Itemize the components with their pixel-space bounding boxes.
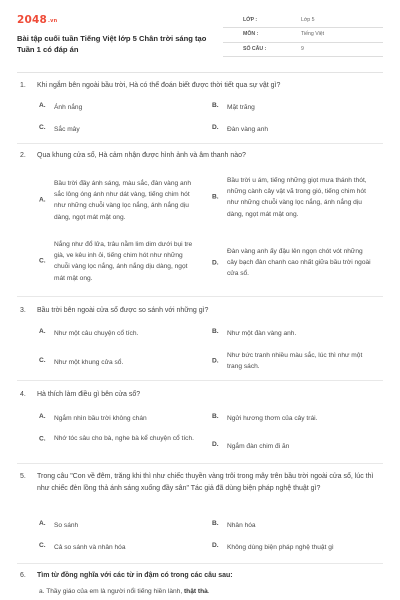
option-label: D. xyxy=(212,441,219,448)
question-text: Khi ngắm bên ngoài bầu trời, Hà có thể đoán biết được thời tiết qua sự vật gì? xyxy=(37,82,281,89)
option-c[interactable] xyxy=(39,433,199,444)
option-label: A. xyxy=(39,196,46,204)
option-label: D. xyxy=(212,124,219,131)
option-b[interactable] xyxy=(212,413,372,424)
option-text: Bầu trời đầy ánh sáng, màu sắc, đàn vàng anh sắc lông óng ánh như dát vàng, tiếng chim hót như những chuỗi vàng lọc nắng, ánh nắng dịu dàng, ngọt mát mật ong. xyxy=(54,180,192,221)
option-b[interactable] xyxy=(212,520,372,531)
option-text: Ánh nắng xyxy=(54,104,83,111)
option-b[interactable] xyxy=(212,175,372,220)
question-stem xyxy=(17,389,383,401)
option-label: C. xyxy=(39,542,46,549)
question-number: 5. xyxy=(20,473,26,480)
option-text: Đàn vàng anh xyxy=(227,126,269,133)
option-text: Ngửi hương thơm của cây trái. xyxy=(227,415,318,422)
question-number: 3. xyxy=(20,307,26,314)
option-label: B. xyxy=(212,193,219,201)
option-text: Ngắm đàn chim đi ăn xyxy=(227,443,290,450)
option-a[interactable] xyxy=(39,520,199,531)
meta-key: SỐ CÂU : xyxy=(243,45,267,52)
meta-key: MÔN : xyxy=(243,31,259,38)
logo-tld: .vn xyxy=(48,18,58,24)
question-stem xyxy=(17,570,383,582)
question-divider xyxy=(17,296,383,297)
option-label: C. xyxy=(39,357,46,364)
meta-row-grade xyxy=(223,14,383,28)
question-text: Hà thích làm điều gì bên cửa sổ? xyxy=(37,391,141,398)
option-c[interactable] xyxy=(39,124,199,135)
option-label: B. xyxy=(212,102,219,109)
option-d[interactable] xyxy=(212,542,372,553)
option-a[interactable] xyxy=(39,328,199,339)
question-number: 1. xyxy=(20,82,26,89)
option-text: Nắng như đổ lửa, trâu nằm lim dim dưới bụi tre già, ve kêu inh ỏi, tiếng chim hót như những chuỗi vàng lọc nắng, ánh nắng dịu dàng, ngọt mát mật ong. xyxy=(54,241,193,282)
option-text: Như một câu chuyện cổ tích. xyxy=(54,330,139,337)
question-divider xyxy=(17,463,383,464)
option-text: Nhân hóa xyxy=(227,522,256,529)
option-text: Như bức tranh nhiều màu sắc, lúc thì như một trang sách. xyxy=(227,352,363,371)
question-5 xyxy=(17,471,383,551)
question-divider xyxy=(17,380,383,381)
document-title: Bài tập cuối tuần Tiếng Việt lớp 5 Chân trời sáng tạo Tuần 1 có đáp án xyxy=(17,34,207,55)
option-label: B. xyxy=(212,413,219,420)
question-number: 4. xyxy=(20,391,26,398)
sub-question-text: a. Thầy giáo của em là người nổi tiếng hiền lành, xyxy=(39,588,184,595)
question-divider xyxy=(17,563,383,564)
option-c[interactable] xyxy=(39,239,199,284)
option-label: C. xyxy=(39,124,46,131)
option-d[interactable] xyxy=(212,124,372,135)
option-text: Ngắm nhìn bầu trời không chán xyxy=(54,415,147,422)
option-text: Mặt trăng xyxy=(227,104,255,111)
option-a[interactable] xyxy=(39,102,199,113)
option-label: A. xyxy=(39,102,46,109)
option-b[interactable] xyxy=(212,102,372,113)
meta-row-question-count xyxy=(223,43,383,57)
question-6 xyxy=(17,570,383,595)
document-header xyxy=(17,14,383,70)
option-text: So sánh xyxy=(54,522,79,529)
question-number: 2. xyxy=(20,152,26,159)
sub-question-end: . xyxy=(207,588,210,595)
site-logo[interactable] xyxy=(17,14,57,26)
option-text: Bầu trời u ám, tiếng những giọt mưa thánh thót, những cành cây vật vã trong gió, tiếng chim hót như những chuỗi vàng lọc nắng, ánh nắng dịu dàng, ngọt mát mật ong. xyxy=(227,177,367,218)
meta-row-subject xyxy=(223,28,383,42)
meta-value: Tiếng Việt xyxy=(301,31,325,38)
option-label: C. xyxy=(39,257,46,265)
question-text: Bầu trời bên ngoài cửa sổ được so sánh với những gì? xyxy=(37,307,209,314)
option-text: Nhớ tóc sâu cho bà, nghe bà kể chuyện cổ tích. xyxy=(54,435,194,442)
question-number: 6. xyxy=(20,572,26,579)
question-text: Tìm từ đồng nghĩa với các từ in đậm có trong các câu sau: xyxy=(37,572,233,579)
option-label: D. xyxy=(212,542,219,549)
meta-key: LỚP : xyxy=(243,17,258,23)
option-text: Như một khung cửa sổ. xyxy=(54,359,124,366)
option-c[interactable] xyxy=(39,357,199,368)
option-text: Đàn vàng anh ấy đậu lên ngọn chót vót những cây bạch đàn chanh cao nhất giữa bầu trời ngoài cửa sổ. xyxy=(227,248,371,278)
option-label: B. xyxy=(212,328,219,335)
question-text: Qua khung cửa sổ, Hà cảm nhận được hình ảnh và âm thanh nào? xyxy=(37,152,246,159)
question-stem xyxy=(17,471,383,495)
meta-value: Lớp 5 xyxy=(301,17,315,23)
option-label: D. xyxy=(212,259,219,267)
header-divider xyxy=(17,72,383,73)
option-text: Không dùng biện pháp nghệ thuật gì xyxy=(227,544,334,551)
option-a[interactable] xyxy=(39,413,199,424)
question-text: Trong câu "Con về đêm, trăng khi thì như chiếc thuyền vàng trôi trong mây trên bầu trời ngoài cửa sổ, lúc thì như chiếc đèn lồng thả ánh sáng xuống đầy sân" Tác giả đã dùng biện pháp nghệ thuật gì? xyxy=(37,473,374,492)
question-3 xyxy=(17,305,383,371)
question-1 xyxy=(17,80,383,133)
option-b[interactable] xyxy=(212,328,372,339)
option-d[interactable] xyxy=(212,441,372,452)
option-text: Sắc mây xyxy=(54,126,80,133)
option-c[interactable] xyxy=(39,542,199,553)
option-text: Như một đàn vàng anh. xyxy=(227,330,297,337)
logo-main: 2048 xyxy=(17,14,48,26)
question-divider xyxy=(17,143,383,144)
question-4 xyxy=(17,389,383,450)
sub-question-a xyxy=(39,588,210,595)
option-d[interactable] xyxy=(212,246,372,280)
question-stem xyxy=(17,80,383,92)
question-stem xyxy=(17,150,383,162)
option-label: D. xyxy=(212,357,219,365)
highlighted-word: thật thà xyxy=(183,588,208,595)
option-label: A. xyxy=(39,413,46,420)
option-d[interactable] xyxy=(212,350,372,372)
option-a[interactable] xyxy=(39,178,199,223)
option-label: B. xyxy=(212,520,219,527)
question-2 xyxy=(17,150,383,282)
option-text: Cả so sánh và nhân hóa xyxy=(54,544,126,551)
meta-table xyxy=(223,14,383,57)
option-label: C. xyxy=(39,435,46,443)
option-label: A. xyxy=(39,520,46,527)
question-stem xyxy=(17,305,383,317)
meta-value: 9 xyxy=(301,45,304,52)
option-label: A. xyxy=(39,328,46,335)
